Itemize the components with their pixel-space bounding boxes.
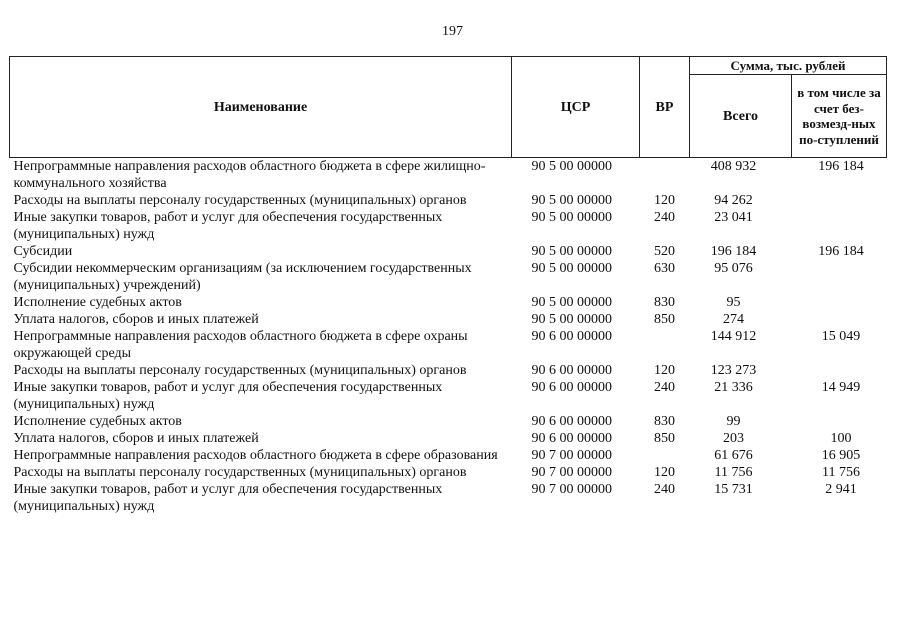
row-free: 15 049 — [821, 329, 861, 344]
row-free — [792, 311, 887, 328]
table-row — [10, 311, 887, 328]
row-csr: 90 7 00 00000 — [531, 482, 612, 497]
header-sum: Сумма, тыс. рублей — [690, 57, 887, 75]
row-total: 15 731 — [714, 482, 753, 497]
row-free: 11 756 — [822, 465, 860, 480]
table-row — [10, 192, 887, 209]
header-free: в том числе за счет без-возмезд-ных по-ступлений — [792, 75, 887, 158]
table-row — [10, 464, 887, 481]
row-csr: 90 6 00 00000 — [531, 363, 612, 378]
row-csr: 90 5 00 00000 — [531, 261, 612, 276]
row-csr: 90 6 00 00000 — [531, 431, 612, 446]
row-total: 203 — [723, 431, 744, 446]
table-row — [10, 430, 887, 447]
row-name: Расходы на выплаты персоналу государственных (муниципальных) органов — [13, 193, 467, 208]
row-name: Непрограммные направления расходов областного бюджета в сфере охраны окружающей среды — [13, 329, 468, 361]
row-free — [792, 413, 887, 430]
table-body — [10, 158, 887, 516]
row-vr: 240 — [654, 210, 675, 225]
row-free — [792, 192, 887, 209]
table-row — [10, 379, 887, 413]
row-free — [792, 294, 887, 311]
table-row — [10, 209, 887, 243]
row-name: Уплата налогов, сборов и иных платежей — [13, 312, 259, 327]
row-csr: 90 7 00 00000 — [531, 465, 612, 480]
row-csr: 90 5 00 00000 — [531, 312, 612, 327]
row-name: Субсидии некоммерческим организациям (за исключением государственных (муниципальных) учреждений) — [13, 261, 472, 293]
row-free — [792, 362, 887, 379]
row-name: Непрограммные направления расходов областного бюджета в сфере образования — [13, 448, 498, 463]
row-name: Расходы на выплаты персоналу государственных (муниципальных) органов — [13, 363, 467, 378]
row-csr: 90 7 00 00000 — [531, 448, 612, 463]
row-name: Уплата налогов, сборов и иных платежей — [13, 431, 259, 446]
table-row — [10, 243, 887, 260]
table-row — [10, 413, 887, 430]
budget-table — [9, 56, 887, 515]
row-name: Иные закупки товаров, работ и услуг для обеспечения государственных (муниципальных) нужд — [13, 482, 443, 514]
row-total: 11 756 — [714, 465, 753, 480]
row-free: 16 905 — [821, 448, 861, 463]
row-csr: 90 6 00 00000 — [531, 329, 612, 344]
row-name: Расходы на выплаты персоналу государственных (муниципальных) органов — [13, 465, 467, 480]
row-total: 23 041 — [714, 210, 753, 225]
row-free: 196 184 — [818, 159, 864, 174]
row-vr: 240 — [654, 380, 675, 395]
table-header — [10, 57, 887, 158]
page-number: 197 — [442, 24, 463, 39]
header-total: Всего — [690, 75, 792, 158]
row-csr: 90 6 00 00000 — [531, 414, 612, 429]
row-free — [792, 260, 887, 294]
row-vr: 850 — [654, 431, 675, 446]
row-vr — [640, 447, 690, 464]
header-vr: ВР — [640, 57, 690, 158]
table-row — [10, 260, 887, 294]
row-vr: 830 — [654, 414, 675, 429]
row-name: Исполнение судебных актов — [13, 295, 182, 310]
row-total: 95 — [726, 295, 741, 310]
row-vr: 850 — [654, 312, 675, 327]
row-vr: 630 — [654, 261, 675, 276]
row-free — [792, 209, 887, 243]
row-csr: 90 5 00 00000 — [531, 193, 612, 208]
row-csr: 90 6 00 00000 — [531, 380, 612, 395]
row-vr: 120 — [654, 363, 675, 378]
table-row — [10, 362, 887, 379]
table-row — [10, 328, 887, 362]
table-row — [10, 447, 887, 464]
row-total: 99 — [726, 414, 741, 429]
header-csr: ЦСР — [512, 57, 640, 158]
row-total: 21 336 — [714, 380, 753, 395]
row-vr: 240 — [654, 482, 675, 497]
table-row — [10, 294, 887, 311]
row-total: 408 932 — [710, 159, 757, 174]
row-name: Субсидии — [13, 244, 73, 259]
row-free: 14 949 — [821, 380, 861, 395]
row-total: 196 184 — [710, 244, 757, 259]
row-vr: 830 — [654, 295, 675, 310]
row-csr: 90 5 00 00000 — [531, 159, 612, 174]
table-row — [10, 158, 887, 193]
row-csr: 90 5 00 00000 — [531, 295, 612, 310]
row-csr: 90 5 00 00000 — [531, 210, 612, 225]
row-vr — [640, 328, 690, 362]
row-vr: 120 — [654, 465, 675, 480]
row-free: 100 — [830, 431, 852, 446]
row-total: 144 912 — [710, 329, 757, 344]
row-name: Иные закупки товаров, работ и услуг для обеспечения государственных (муниципальных) нужд — [13, 210, 443, 242]
row-total: 123 273 — [710, 363, 757, 378]
row-name: Иные закупки товаров, работ и услуг для обеспечения государственных (муниципальных) нужд — [13, 380, 443, 412]
row-vr: 120 — [654, 193, 675, 208]
row-total: 61 676 — [714, 448, 753, 463]
row-vr: 520 — [654, 244, 675, 259]
row-name: Исполнение судебных актов — [13, 414, 182, 429]
row-free: 196 184 — [818, 244, 864, 259]
row-total: 94 262 — [714, 193, 753, 208]
header-name: Наименование — [10, 57, 512, 158]
row-name: Непрограммные направления расходов областного бюджета в сфере жилищно-коммунального хозяйства — [13, 159, 486, 191]
table-row — [10, 481, 887, 515]
row-total: 274 — [723, 312, 744, 327]
row-vr — [640, 158, 690, 193]
row-free: 2 941 — [825, 482, 857, 497]
row-csr: 90 5 00 00000 — [531, 244, 612, 259]
row-total: 95 076 — [714, 261, 753, 276]
